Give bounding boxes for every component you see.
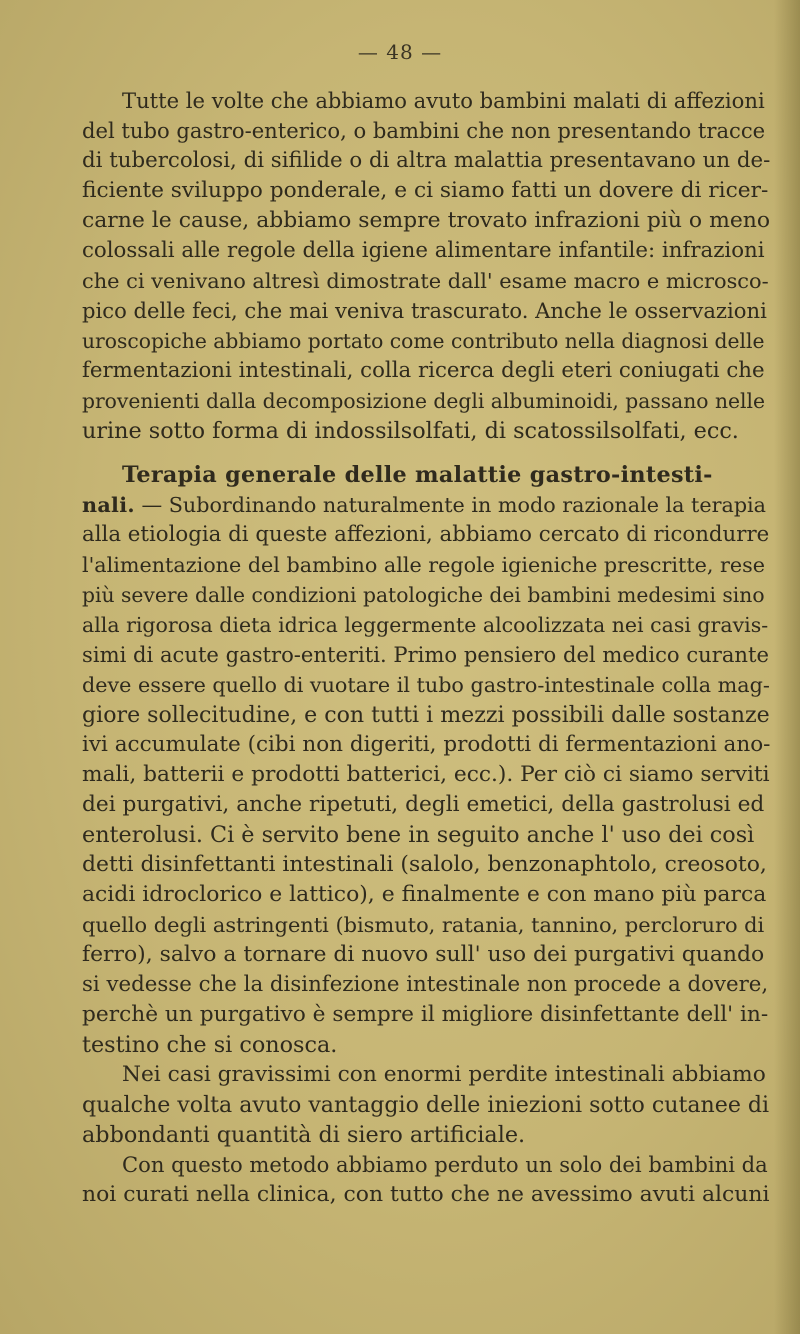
page-number: — 48 — — [357, 40, 443, 64]
text-line: l'alimentazione del bambino alle regole igieniche prescritte, rese — [82, 553, 766, 577]
text-line: Nei casi gravissimi con enormi perdite intestinali abbiamo — [122, 1062, 766, 1087]
text-line: si vedesse che la disinfezione intestinale non procede a dovere, — [82, 972, 769, 997]
text-line: pico delle feci, che mai veniva trascurato. Anche le osservazioni — [82, 298, 767, 323]
text-line: ficiente sviluppo ponderale, e ci siamo fatti un dovere di ricer- — [82, 178, 769, 203]
text-line: acidi idroclorico e lattico), e finalmente e con mano più parca — [82, 882, 767, 907]
text-line: simi di acute gastro-enteriti. Primo pensiero del medico curante — [82, 642, 769, 667]
text-line: fermentazioni intestinali, colla ricerca degli eteri coniugati che — [82, 358, 765, 383]
text-line: uroscopiche abbiamo portato come contributo nella diagnosi delle — [82, 329, 765, 353]
text-line: testino che si conosca. — [82, 1032, 338, 1058]
text-line: alla etiologia di queste affezioni, abbiamo cercato di ricondurre — [82, 522, 770, 547]
text-line: abbondanti quantità di siero artificiale. — [82, 1122, 526, 1148]
text-line: dei purgativi, anche ripetuti, degli emetici, della gastrolusi ed — [82, 792, 765, 817]
heading-rest-text: — Subordinando naturalmente in modo razionale la terapia — [134, 493, 767, 517]
text-line: deve essere quello di vuotare il tubo gastro-intestinale colla mag- — [82, 673, 770, 697]
text-line: di tubercolosi, di sifilide o di altra malattia presentavano un de- — [82, 148, 771, 173]
section-heading: Terapia generale delle malattie gastro-intesti- — [122, 462, 713, 488]
text-line: quello degli astringenti (bismuto, ratania, tannino, percloruro di — [82, 913, 765, 937]
text-line: ferro), salvo a tornare di nuovo sull' uso dei purgativi quando — [82, 942, 765, 967]
text-line: carne le cause, abbiamo sempre trovato infrazioni più o meno — [82, 208, 771, 233]
text-line: Tutte le volte che abbiamo avuto bambini malati di affezioni — [122, 88, 765, 113]
text-line: urine sotto forma di indossilsolfati, di scatossilsolfati, ecc. — [82, 418, 739, 444]
text-line: perchè un purgativo è sempre il migliore disinfettante dell' in- — [82, 1002, 769, 1027]
text-line: che ci venivano altresì dimostrate dall' esame macro e microsco- — [82, 269, 769, 293]
text-line: provenienti dalla decomposizione degli albuminoidi, passano nelle — [82, 389, 765, 413]
text-line: del tubo gastro-enterico, o bambini che non presentando tracce — [82, 118, 766, 143]
text-line: qualche volta avuto vantaggio delle iniezioni sotto cutanee di — [82, 1092, 770, 1118]
text-line: ivi accumulate (cibi non digeriti, prodotti di fermentazioni ano- — [82, 732, 771, 757]
text-line: colossali alle regole della igiene alimentare infantile: infrazioni — [82, 238, 765, 263]
text-line: giore sollecitudine, e con tutti i mezzi possibili dalle sostanze — [82, 702, 770, 728]
page-edge-shadow — [774, 0, 800, 1334]
text-line — [82, 490, 766, 520]
text-line: più severe dalle condizioni patologiche dei bambini medesimi sino — [82, 583, 765, 607]
text-line: Con questo metodo abbiamo perduto un solo dei bambini da — [122, 1152, 768, 1177]
text-line: alla rigorosa dieta idrica leggermente alcoolizzata nei casi gravis- — [82, 613, 769, 637]
text-line: noi curati nella clinica, con tutto che ne avessimo avuti alcuni — [82, 1182, 770, 1207]
text-line: detti disinfettanti intestinali (salolo, benzonaphtolo, creosoto, — [82, 852, 767, 877]
text-line: enterolusi. Ci è servito bene in seguito anche l' uso dei così — [82, 822, 755, 848]
section-heading-end: nali. — [82, 493, 135, 517]
text-line: mali, batterii e prodotti batterici, ecc.). Per ciò ci siamo serviti — [82, 762, 770, 787]
